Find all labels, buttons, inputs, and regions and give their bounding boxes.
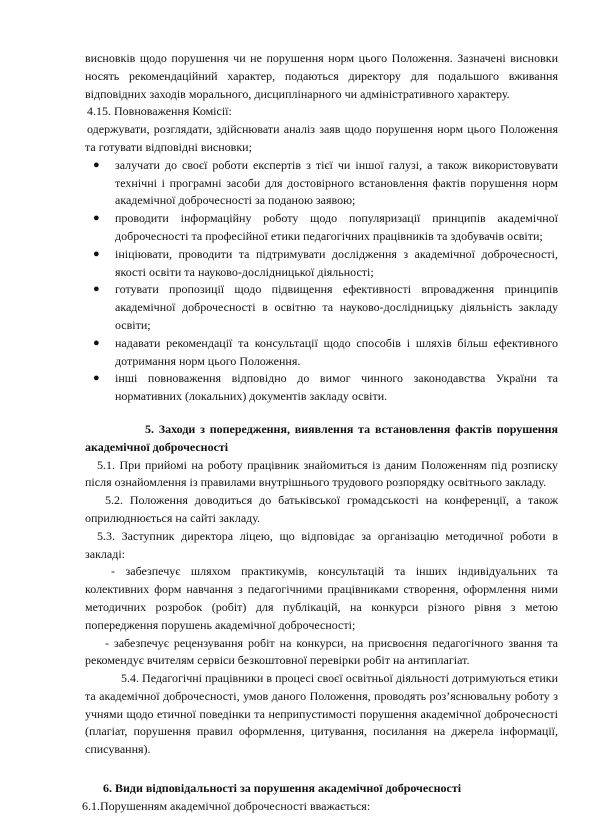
paragraph-5-3-b: - забезпечує рецензування робіт на конкурси, на присвоєння педагогічного звання та рекомендує вчителям сервіси безкоштовної перевірки робіт на антиплагіат.	[85, 635, 558, 668]
paragraph-5-2: 5.2. Положення доводиться до батьківської громадськості на конференції, а також оприлюднюється на сайті закладу.	[85, 493, 558, 525]
bullet-icon: ●	[93, 247, 100, 260]
paragraph-6-1: 6.1.Порушенням академічної доброчесності вважається:	[82, 798, 371, 813]
bullet-icon: ●	[93, 212, 100, 225]
section-4-15-title: 4.15. Повноваження Комісії:	[87, 104, 232, 119]
list-item: ● ініціювати, проводити та підтримувати дослідження з академічної доброчесності, якості освіти та науково-дослідницької діяльності;	[93, 246, 558, 279]
section-5-heading: 5. Заходи з попередження, виявлення та встановлення фактів порушення академічної доброчесності	[85, 421, 558, 454]
list-item: ● проводити інформаційну роботу щодо популяризації принципів академічної доброчесності та професійної етики педагогічних працівників та здобувачів освіти;	[93, 211, 558, 243]
paragraph-5-3-a: - забезпечує шляхом практикумів, консультацій та інших індивідуальних та колективних форм навчання з педагогічними працівниками створення, оформлення ними методичних розробок (робіт) для публікацій, на конкурси різного рівня з метою попередження порушень академічної доброчесності;	[85, 564, 558, 632]
list-item: ● інші повноваження відповідно до вимог чинного законодавства України та нормативних (локальних) документів закладу освіти.	[93, 371, 558, 404]
bullet-icon: ●	[93, 158, 100, 171]
bullet-icon: ●	[93, 336, 100, 349]
paragraph-5-4: 5.4. Педагогічні працівники в процесі своєї освітньої діяльності дотримуються етики та академічної доброчесності, умов даного Положення, проводять роз’яснювальну роботу з учнями щодо етичної поведінки та неприпустимості порушення академічної доброчесності (плагіат, порушення правил оформлення, цитування, посилання на джерела інформації, списування).	[85, 671, 558, 757]
powers-list	[93, 157, 558, 406]
paragraph-5-3: 5.3. Заступник директора ліцею, що відповідає за організацію методичної роботи в закладі:	[85, 528, 558, 561]
list-item: ● готувати пропозиції щодо підвищення ефективності впровадження принципів академічної доброчесності в освітню та науково-дослідницьку діяльність закладу освіти;	[93, 282, 558, 332]
bullet-icon: ●	[93, 283, 100, 296]
intro-paragraph: висновків щодо порушення чи не порушення норм цього Положення. Зазначені висновки носять рекомендаційний характер, подаються директору для подальшого вживання відповідних заходів морального, дисциплінарного чи адміністративного характеру.	[85, 51, 558, 101]
bullet-icon: ●	[93, 372, 100, 385]
paragraph-5-1: 5.1. При прийомі на роботу працівник знайомиться із даним Положенням під розписку після ознайомлення із правилами внутрішнього трудового розпорядку освітнього закладу.	[85, 457, 558, 490]
section-4-15-text: одержувати, розглядати, здійснювати аналіз заяв щодо порушення норм цього Положення та готувати відповідні висновки;	[85, 122, 558, 154]
list-item: ● залучати до своєї роботи експертів з тієї чи іншої галузі, а також використовувати технічні і програмні засоби для достовірного встановлення фактів порушення норм академічної доброчесності за поданою заявою;	[93, 157, 558, 208]
list-item: ● надавати рекомендації та консультації щодо способів і шляхів більш ефективного дотримання норм цього Положення.	[93, 335, 558, 368]
section-6-heading: 6. Види відповідальності за порушення академічної доброчесності	[103, 781, 462, 796]
